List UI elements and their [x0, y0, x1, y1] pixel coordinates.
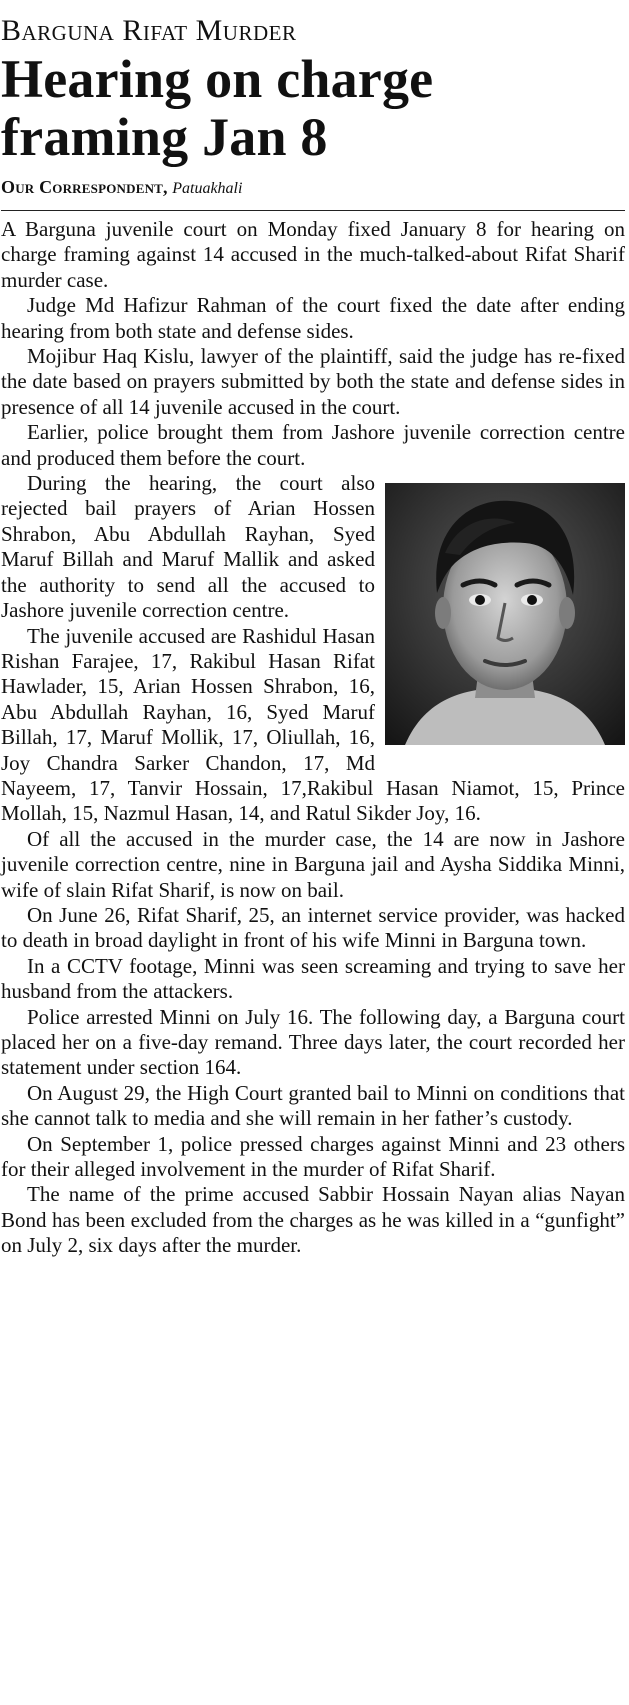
headline: Hearing on charge framing Jan 8	[1, 49, 434, 167]
paragraph: Mojibur Haq Kislu, lawyer of the plaintiff, said the judge has re-fixed the date based on prayers submitted by both the state and defense sides in presence of all 14 juvenile accused in the court.	[1, 344, 625, 419]
paragraph: The name of the prime accused Sabbir Hossain Nayan alias Nayan Bond has been excluded from the charges as he was killed in a “gunfight” on July 2, six days after the murder.	[1, 1182, 625, 1258]
article-body	[1, 217, 625, 1259]
paragraph: Earlier, police brought them from Jashore juvenile correction centre and produced them before the court.	[1, 420, 625, 470]
paragraph: Police arrested Minni on July 16. The following day, a Barguna court placed her on a five-day remand. Three days later, the court recorded her statement under section 164.	[1, 1004, 625, 1080]
byline-location: Patuakhali	[172, 180, 243, 197]
portrait-photo	[385, 483, 625, 745]
paragraph: The juvenile accused are Rashidul Hasan Rishan Farajee, 17, Rakibul Hasan Rifat Hawlader, 15, Arian Hossen Shrabon, 16, Abu Abdullah Rayhan, 16, Syed Maruf Billah, 17, Maruf Mollik, 17, Oliullah, 16, Joy Chandra Sarker Chandon, 17, Md Nayeem, 17, Tanvir Hossain, 17,Rakibul Hasan Niamot, 15, Prince Mollah, 15, Nazmul Hasan, 14, and Ratul Sikder Joy, 16.	[1, 623, 625, 826]
paragraph: Of all the accused in the murder case, the 14 are now in Jashore juvenile correction centre, nine in Barguna jail and Aysha Siddika Minni, wife of slain Rifat Sharif, is now on bail.	[1, 826, 625, 902]
byline-author: Our Correspondent,	[1, 177, 168, 197]
paragraph: In a CCTV footage, Minni was seen screaming and trying to save her husband from the attackers.	[1, 953, 625, 1004]
portrait-photo-icon	[385, 483, 625, 745]
paragraph: Judge Md Hafizur Rahman of the court fixed the date after ending hearing from both state and defense sides.	[1, 293, 625, 343]
paragraph: During the hearing, the court also rejected bail prayers of Arian Hossen Shrabon, Abu Abdullah Rayhan, Syed Maruf Billah and Maruf Mallik and asked the authority to send all the accused to Jashore juvenile correction centre.	[1, 471, 375, 623]
paragraph: On June 26, Rifat Sharif, 25, an internet service provider, was hacked to death in broad daylight in front of his wife Minni in Barguna town.	[1, 902, 625, 953]
kicker: Barguna Rifat Murder	[1, 14, 297, 47]
byline	[1, 176, 625, 211]
paragraph: On August 29, the High Court granted bail to Minni on conditions that she cannot talk to media and she will remain in her father’s custody.	[1, 1080, 625, 1131]
paragraph: A Barguna juvenile court on Monday fixed January 8 for hearing on charge framing against 14 accused in the much-talked-about Rifat Sharif murder case.	[1, 217, 625, 292]
paragraph: On September 1, police pressed charges against Minni and 23 others for their alleged involvement in the murder of Rifat Sharif.	[1, 1131, 625, 1182]
